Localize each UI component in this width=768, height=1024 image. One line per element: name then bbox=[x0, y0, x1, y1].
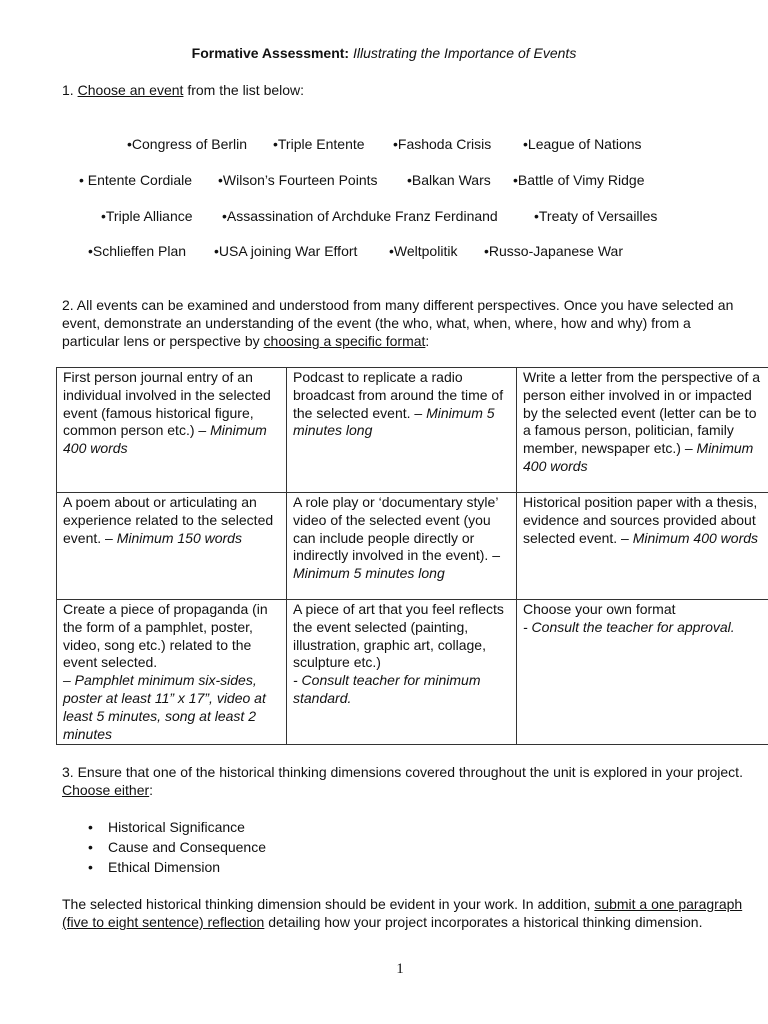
format-text: Podcast to replicate a radio broadcast from around the time of the selected event. – bbox=[293, 369, 504, 421]
q3-underlined: Choose either bbox=[62, 782, 150, 798]
format-text: Choose your own format bbox=[523, 601, 676, 617]
table-row bbox=[57, 368, 768, 493]
list-item: • Ethical Dimension bbox=[62, 858, 266, 878]
format-text: Historical position paper with a thesis, evidence and sources provided about selected event. – bbox=[523, 494, 758, 546]
format-requirement: Minimum 5 minutes long bbox=[293, 565, 445, 582]
q1-underlined: Choose an event bbox=[77, 82, 184, 98]
event-item: •League of Nations bbox=[523, 136, 642, 152]
q2-end: : bbox=[425, 333, 430, 349]
q3-text: 3. Ensure that one of the historical thinking dimensions covered throughout the unit is explored in your project. bbox=[62, 764, 743, 780]
document-title bbox=[0, 45, 768, 61]
format-cell bbox=[57, 368, 287, 493]
format-requirement: - Consult teacher for minimum standard. bbox=[293, 672, 481, 706]
format-options-table bbox=[56, 367, 768, 745]
question-2 bbox=[62, 296, 752, 350]
format-cell bbox=[57, 493, 287, 600]
event-item: •Assassination of Archduke Franz Ferdinand bbox=[222, 208, 498, 224]
list-item: • Historical Significance bbox=[62, 818, 266, 838]
list-item: • Cause and Consequence bbox=[62, 838, 266, 858]
event-list bbox=[0, 134, 768, 276]
title-bold: Formative Assessment: bbox=[191, 45, 350, 61]
format-text: A poem about or articulating an experience related to the selected event. – bbox=[63, 494, 274, 546]
event-row bbox=[0, 241, 768, 277]
q2-text: 2. All events can be examined and understood from many different perspectives. Once you have selected an event, demonstrate an understanding of the event (the who, what, when, where, how and why) from a particular lens or perspective by bbox=[62, 297, 734, 349]
q2-underlined: choosing a specific format bbox=[263, 333, 426, 349]
format-text: A role play or ‘documentary style’ video of the selected event (you can include people directly or indirectly involved in the event). – bbox=[293, 494, 500, 564]
format-text: A piece of art that you feel reflects the event selected (painting, illustration, graphic art, collage, sculpture etc.) bbox=[293, 601, 504, 671]
q1-suffix: from the list below: bbox=[183, 82, 305, 98]
event-row bbox=[0, 170, 768, 206]
closing-paragraph bbox=[62, 895, 752, 931]
event-item: •Russo-Japanese War bbox=[484, 243, 623, 259]
format-requirement: Minimum 400 words bbox=[63, 422, 267, 457]
closing-end: detailing how your project incorporates a historical thinking dimension. bbox=[264, 914, 703, 930]
event-item: •Triple Entente bbox=[273, 136, 365, 152]
format-cell bbox=[287, 600, 517, 745]
format-text: First person journal entry of an individual involved in the selected event (famous historical figure, common person etc.) – bbox=[63, 369, 271, 439]
closing-underlined: submit a one paragraph (five to eight sentence) reflection bbox=[62, 896, 743, 930]
table-row bbox=[57, 600, 768, 745]
format-cell bbox=[287, 493, 517, 600]
table-row bbox=[57, 493, 768, 600]
event-item: •Triple Alliance bbox=[101, 208, 193, 224]
format-requirement: Minimum 400 words bbox=[523, 440, 754, 474]
thinking-dimensions-list bbox=[62, 818, 266, 878]
format-requirement: - Consult the teacher for approval. bbox=[523, 618, 735, 635]
event-item: •Weltpolitik bbox=[389, 243, 458, 259]
format-text: Write a letter from the perspective of a person either involved in or impacted by the selected event (letter can be to a famous person, politician, family member, newspaper etc.) – bbox=[523, 369, 761, 457]
event-item: •Battle of Vimy Ridge bbox=[513, 172, 645, 188]
format-text: Create a piece of propaganda (in the form of a pamphlet, poster, video, song etc.) related to the event selected. bbox=[63, 601, 268, 671]
format-cell bbox=[287, 368, 517, 493]
format-cell bbox=[57, 600, 287, 745]
event-item: • Entente Cordiale bbox=[79, 172, 193, 188]
closing-text: The selected historical thinking dimension should be evident in your work. In addition, bbox=[62, 896, 595, 912]
q1-prefix: 1. bbox=[62, 82, 78, 98]
event-item: •USA joining War Effort bbox=[214, 243, 358, 259]
title-italic: Illustrating the Importance of Events bbox=[352, 45, 577, 61]
question-1 bbox=[62, 82, 304, 98]
format-requirement: Minimum 5 minutes long bbox=[293, 404, 495, 439]
question-3 bbox=[62, 763, 752, 799]
format-cell bbox=[517, 368, 768, 493]
event-item: •Congress of Berlin bbox=[127, 136, 248, 152]
format-cell bbox=[517, 493, 768, 600]
event-item: •Schlieffen Plan bbox=[88, 243, 187, 259]
event-row bbox=[0, 205, 768, 241]
format-requirement: Minimum 150 words bbox=[116, 529, 242, 546]
event-item: •Wilson’s Fourteen Points bbox=[218, 172, 378, 188]
format-cell bbox=[517, 600, 768, 745]
event-item: •Fashoda Crisis bbox=[393, 136, 492, 152]
page-number: 1 bbox=[396, 961, 404, 977]
event-item: •Balkan Wars bbox=[407, 172, 491, 188]
format-requirement: Minimum 400 words bbox=[632, 529, 759, 546]
event-item: •Treaty of Versailles bbox=[534, 208, 658, 224]
format-requirement: – Pamphlet minimum six-sides, poster at least 11” x 17”, video at least 5 minutes, song at least 2 minutes bbox=[63, 672, 266, 742]
q3-end: : bbox=[149, 782, 154, 798]
event-row bbox=[0, 134, 768, 170]
